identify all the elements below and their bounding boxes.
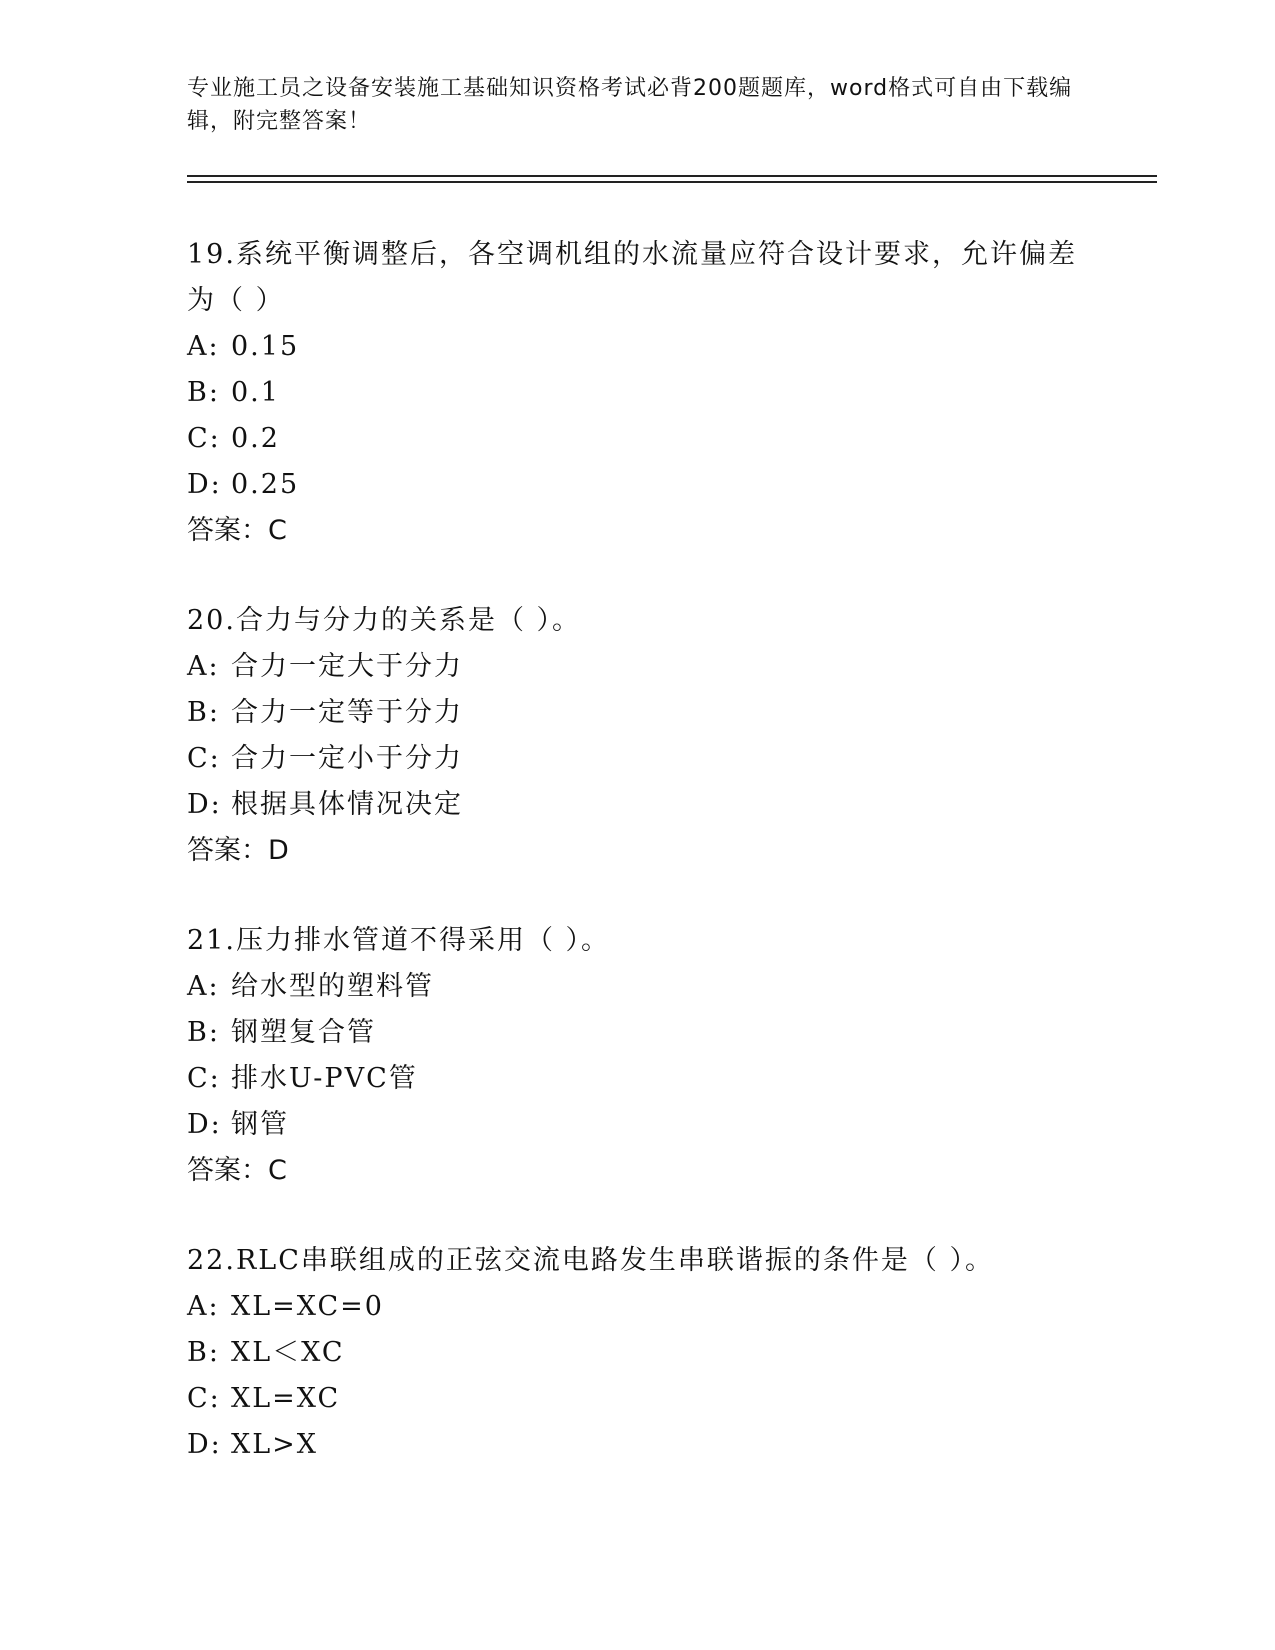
option-key: C: [187,423,221,454]
option-key: B: [187,377,220,408]
option-c [187,736,1087,782]
option-text: 排水U-PVC管 [231,1063,418,1094]
answer-line: 答案：D [187,835,289,866]
answer-line: 答案：C [187,1155,287,1186]
option-key: A: [187,1291,220,1322]
option-text: 合力一定小于分力 [231,743,463,774]
question-stem: 22.RLC串联组成的正弦交流电路发生串联谐振的条件是（ ）。 [187,1245,994,1276]
option-key: B: [187,697,220,728]
option-key: D: [187,1429,222,1460]
question-22 [187,1238,1087,1468]
option-text: 0.25 [231,469,300,500]
option-key: C: [187,1383,221,1414]
option-d [187,782,1087,828]
option-a [187,1284,1087,1330]
option-text: 合力一定大于分力 [231,651,463,682]
option-key: D: [187,789,222,820]
option-text: XL=XC=0 [231,1291,384,1322]
option-d [187,1422,1087,1468]
header-divider-bottom [187,181,1157,183]
option-b [187,1010,1087,1056]
option-text: 钢塑复合管 [231,1017,376,1048]
answer-line: 答案：C [187,515,287,546]
option-d [187,1102,1087,1148]
option-d [187,462,1087,508]
option-a [187,324,1087,370]
option-key: C: [187,743,221,774]
option-key: D: [187,1109,222,1140]
option-text: 钢管 [231,1109,289,1140]
option-key: A: [187,971,220,1002]
option-key: B: [187,1017,220,1048]
option-b [187,370,1087,416]
option-text: 给水型的塑料管 [231,971,434,1002]
option-c [187,1056,1087,1102]
option-c [187,1376,1087,1422]
document-header: 专业施工员之设备安装施工基础知识资格考试必背200题题库，word格式可自由下载编辑，附完整答案！ [187,76,1073,134]
question-20 [187,598,1087,874]
option-key: A: [187,331,220,362]
question-stem: 19.系统平衡调整后，各空调机组的水流量应符合设计要求，允许偏差为（ ） [187,239,1077,316]
option-text: XL=XC [231,1383,341,1414]
option-text: 0.1 [231,377,280,408]
option-key: B: [187,1337,220,1368]
option-b [187,1330,1087,1376]
option-key: A: [187,651,220,682]
question-stem: 20.合力与分力的关系是（ ）。 [187,605,582,636]
option-text: 0.2 [231,423,280,454]
option-text: 根据具体情况决定 [231,789,463,820]
option-a [187,964,1087,1010]
option-c [187,416,1087,462]
question-21 [187,918,1087,1194]
question-stem: 21.压力排水管道不得采用（ ）。 [187,925,611,956]
option-text: 合力一定等于分力 [231,697,463,728]
option-text: XL>X [231,1429,318,1460]
option-text: 0.15 [231,331,300,362]
option-text: XL＜XC [231,1337,345,1368]
question-19 [187,232,1087,554]
option-key: C: [187,1063,221,1094]
option-key: D: [187,469,222,500]
header-divider-top [187,175,1157,177]
option-a [187,644,1087,690]
option-b [187,690,1087,736]
